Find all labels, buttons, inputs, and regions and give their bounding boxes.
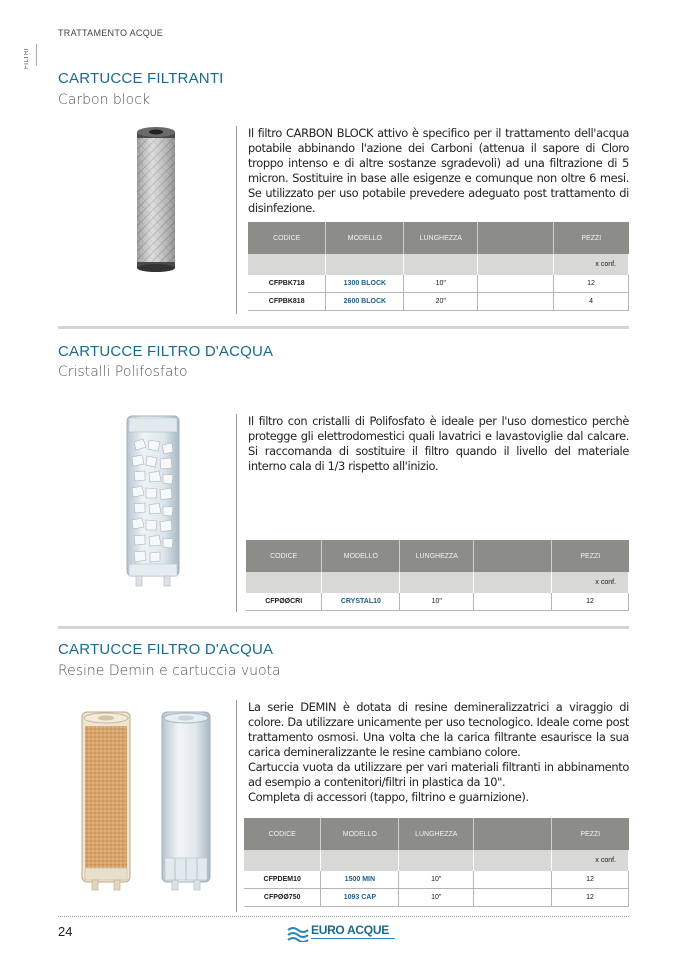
table-row	[248, 293, 629, 311]
table-row	[248, 275, 629, 293]
section-divider-line	[236, 126, 237, 314]
cell-empty	[474, 889, 552, 907]
column-header-empty	[478, 222, 554, 254]
section-description: La serie DEMIN è dotata di resine demineralizzatrici a viraggio di colore. Da utilizzare unicamente per uso tecnologico. Ideale come post trattamento osmosi. Una volta che la carica filtrante esaurisce la sua carica demineralizzante le resine cambiano colore.	[248, 700, 629, 759]
side-tab-label: FILTRI	[24, 48, 30, 69]
side-tab-divider	[36, 44, 37, 66]
column-header-modello: MODELLO	[321, 818, 399, 850]
cell-empty	[478, 293, 554, 311]
column-subheader-conf: x conf.	[552, 850, 629, 871]
section-description: Il filtro con cristalli di Polifosfato è ideale per l'uso domestico perchè protegge gli elettrodomestici quali lavatrici e lavastoviglie dal calcare. Si raccomanda di sostituire il filtro quando il livello del materiale interno cala di 1/3 rispetto all'inizio.	[248, 414, 629, 473]
column-header-lunghezza: LUNGHEZZA	[400, 540, 474, 572]
cell-length: 10"	[399, 871, 474, 889]
cell-model: 1500 MIN	[321, 871, 399, 889]
product-table	[246, 540, 629, 611]
cell-length: 20"	[404, 293, 478, 311]
cell-pieces: 12	[554, 275, 629, 293]
cell-empty	[478, 275, 554, 293]
section-separator	[58, 326, 629, 329]
column-subheader-conf: x conf.	[554, 254, 629, 275]
product-table	[244, 818, 629, 907]
section-title: CARTUCCE FILTRO D'ACQUA	[58, 343, 274, 360]
cell-code: CFPØØCRI	[246, 593, 322, 611]
cell-length: 10"	[400, 593, 474, 611]
column-header-codice: CODICE	[244, 818, 321, 850]
section-description-block	[248, 700, 629, 805]
section-description-empty-cartridge: Cartuccia vuota da utilizzare per vari materiali filtranti in abbinamento ad esempio a contenitori/filtri in plastica da 10".	[248, 760, 629, 789]
cell-pieces: 12	[552, 889, 629, 907]
section-header: TRATTAMENTO ACQUE	[58, 28, 164, 38]
cell-code: CFPBK818	[248, 293, 326, 311]
carbon-block-cartridge-image	[128, 124, 184, 274]
footer-separator	[58, 916, 629, 917]
cell-code: CFPBK718	[248, 275, 326, 293]
cell-pieces: 4	[554, 293, 629, 311]
page-number: 24	[58, 924, 73, 939]
cell-length: 10"	[399, 889, 474, 907]
euro-acque-logo	[287, 922, 397, 944]
column-header-empty	[474, 818, 552, 850]
column-header-pezzi: PEZZI	[552, 818, 629, 850]
cell-model: 2600 BLOCK	[326, 293, 404, 311]
section-title: CARTUCCE FILTRANTI	[58, 70, 224, 87]
demin-and-empty-cartridges-image	[78, 708, 238, 898]
column-subheader-conf: x conf.	[552, 572, 629, 593]
cell-model: CRYSTAL10	[322, 593, 400, 611]
column-header-pezzi: PEZZI	[552, 540, 629, 572]
cell-code: CFPDEM10	[244, 871, 321, 889]
table-row	[244, 871, 629, 889]
column-header-modello: MODELLO	[326, 222, 404, 254]
section-title: CARTUCCE FILTRO D'ACQUA	[58, 641, 274, 658]
logo-underline	[311, 938, 395, 939]
section-separator	[58, 626, 629, 629]
cell-pieces: 12	[552, 593, 629, 611]
logo-text: EURO ACQUE	[311, 923, 389, 937]
cell-model: 1093 CAP	[321, 889, 399, 907]
column-header-modello: MODELLO	[322, 540, 400, 572]
table-row	[246, 593, 629, 611]
cell-length: 10"	[404, 275, 478, 293]
column-header-lunghezza: LUNGHEZZA	[399, 818, 474, 850]
product-table	[248, 222, 629, 311]
column-header-pezzi: PEZZI	[554, 222, 629, 254]
section-divider-line	[236, 700, 237, 912]
section-subtitle: Cristalli Polifosfato	[58, 364, 188, 380]
column-header-codice: CODICE	[246, 540, 322, 572]
column-header-lunghezza: LUNGHEZZA	[404, 222, 478, 254]
section-divider-line	[236, 414, 237, 612]
section-description: Il filtro CARBON BLOCK attivo è specifico per il trattamento dell'acqua potabile abbinando l'azione dei Carboni (attenua il sapore di Cloro troppo intenso e di altre sostanze sgradevoli) ad una filtrazione di 5 micron. Sostituire in base alle esigenze e comunque non oltre 6 mesi. Se utilizzato per uso potabile prevedere adeguato post trattamento di disinfezione.	[248, 126, 629, 215]
table-row	[244, 889, 629, 907]
section-description-accessories: Completa di accessori (tappo, filtrino e guarnizione).	[248, 790, 529, 804]
cell-empty	[474, 593, 552, 611]
column-header-codice: CODICE	[248, 222, 326, 254]
cell-code: CFPØØ750	[244, 889, 321, 907]
wave-logo-icon	[287, 924, 309, 942]
polyphosphate-cartridge-image	[118, 412, 188, 592]
cell-pieces: 12	[552, 871, 629, 889]
column-header-empty	[474, 540, 552, 572]
section-subtitle: Carbon block	[58, 92, 151, 108]
cell-empty	[474, 871, 552, 889]
section-subtitle: Resine Demin e cartuccia vuota	[58, 663, 281, 679]
cell-model: 1300 BLOCK	[326, 275, 404, 293]
